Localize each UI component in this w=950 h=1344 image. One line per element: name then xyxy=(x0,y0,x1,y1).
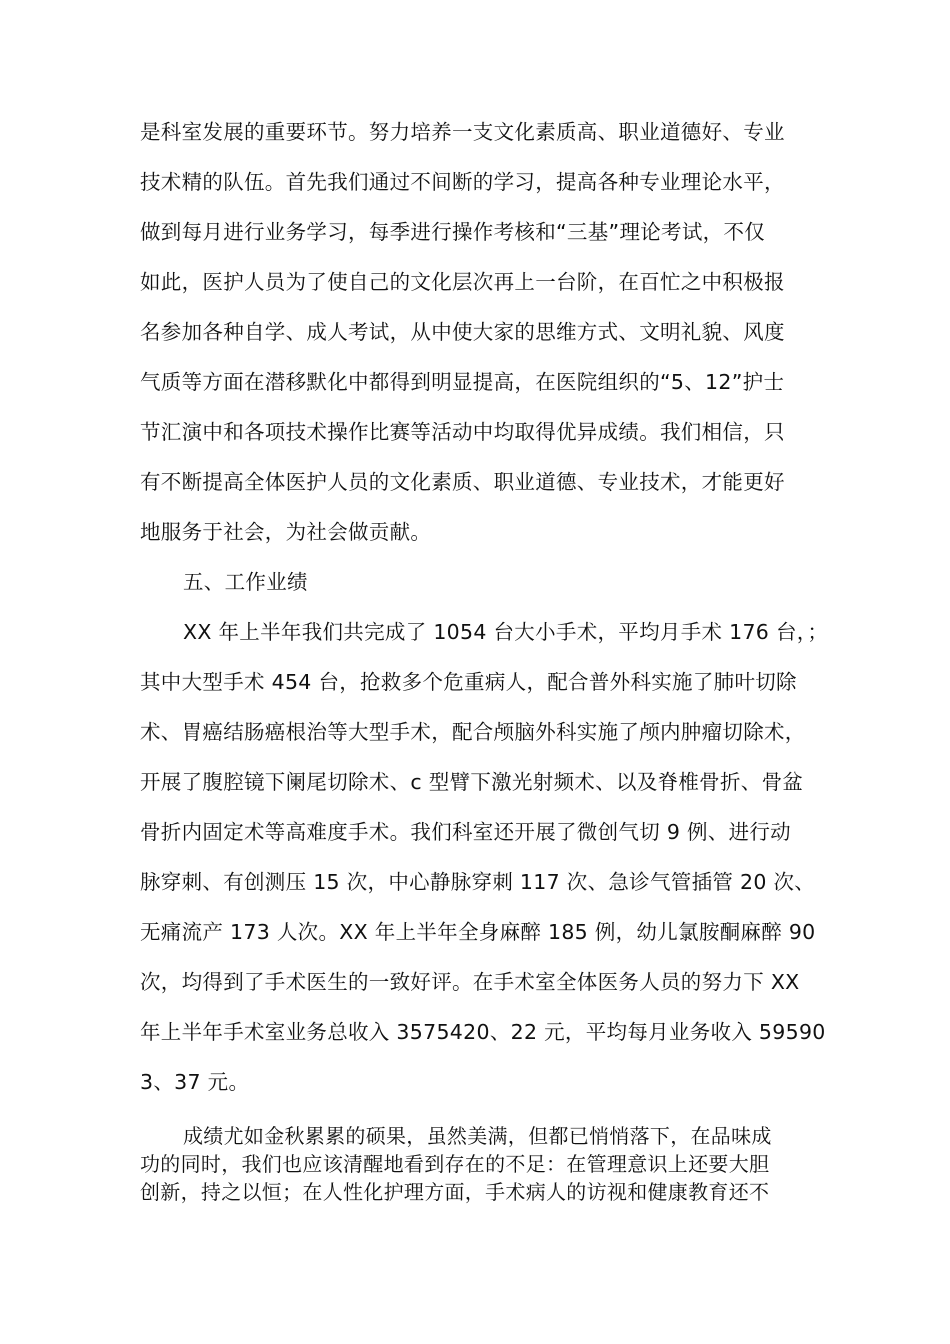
paragraph-line: 3、37 元。 xyxy=(140,1070,250,1094)
paragraph-line: 节汇演中和各项技术操作比赛等活动中均取得优异成绩。我们相信，只 xyxy=(140,420,785,444)
paragraph-line: 无痛流产 173 人次。XX 年上半年全身麻醉 185 例，幼儿氯胺酮麻醉 90 xyxy=(140,920,816,944)
paragraph-line: 是科室发展的重要环节。努力培养一支文化素质高、职业道德好、专业 xyxy=(140,120,785,144)
paragraph-line: 其中大型手术 454 台，抢救多个危重病人，配合普外科实施了肺叶切除 xyxy=(140,670,797,694)
paragraph-line: 成绩尤如金秋累累的硕果，虽然美满，但都已悄悄落下，在品味成 xyxy=(183,1124,772,1148)
paragraph-line: 地服务于社会，为社会做贡献。 xyxy=(140,520,432,544)
paragraph-line: 术、胃癌结肠癌根治等大型手术，配合颅脑外科实施了颅内肿瘤切除术， xyxy=(140,720,806,744)
paragraph-line: 骨折内固定术等高难度手术。我们科室还开展了微创气切 9 例、进行动 xyxy=(140,820,791,844)
paragraph-line: 次，均得到了手术医生的一致好评。在手术室全体医务人员的努力下 XX xyxy=(140,970,800,994)
paragraph-line: 有不断提高全体医护人员的文化素质、职业道德、专业技术，才能更好 xyxy=(140,470,785,494)
section-heading: 五、工作业绩 xyxy=(183,570,308,594)
paragraph-line: 做到每月进行业务学习，每季进行操作考核和“三基”理论考试，不仅 xyxy=(140,220,766,244)
paragraph-line: 如此，医护人员为了使自己的文化层次再上一台阶，在百忙之中积极报 xyxy=(140,270,785,294)
paragraph-line: 气质等方面在潜移默化中都得到明显提高，在医院组织的“5、12”护士 xyxy=(140,370,785,394)
paragraph-line: 技术精的队伍。首先我们通过不间断的学习，提高各种专业理论水平， xyxy=(140,170,785,194)
paragraph-line: 名参加各种自学、成人考试，从中使大家的思维方式、文明礼貌、风度 xyxy=(140,320,785,344)
paragraph-line: 脉穿刺、有创测压 15 次，中心静脉穿刺 117 次、急诊气管插管 20 次、 xyxy=(140,870,816,894)
paragraph-line: 开展了腹腔镜下阑尾切除术、c 型臂下激光射频术、以及脊椎骨折、骨盆 xyxy=(140,770,804,794)
paragraph-line: 年上半年手术室业务总收入 3575420、22 元，平均每月业务收入 59590 xyxy=(140,1020,826,1044)
paragraph-line: 创新，持之以恒；在人性化护理方面，手术病人的访视和健康教育还不 xyxy=(140,1180,770,1204)
paragraph-line: XX 年上半年我们共完成了 1054 台大小手术，平均月手术 176 台，； xyxy=(183,620,829,644)
paragraph-line: 功的同时，我们也应该清醒地看到存在的不足：在管理意识上还要大胆 xyxy=(140,1152,770,1176)
